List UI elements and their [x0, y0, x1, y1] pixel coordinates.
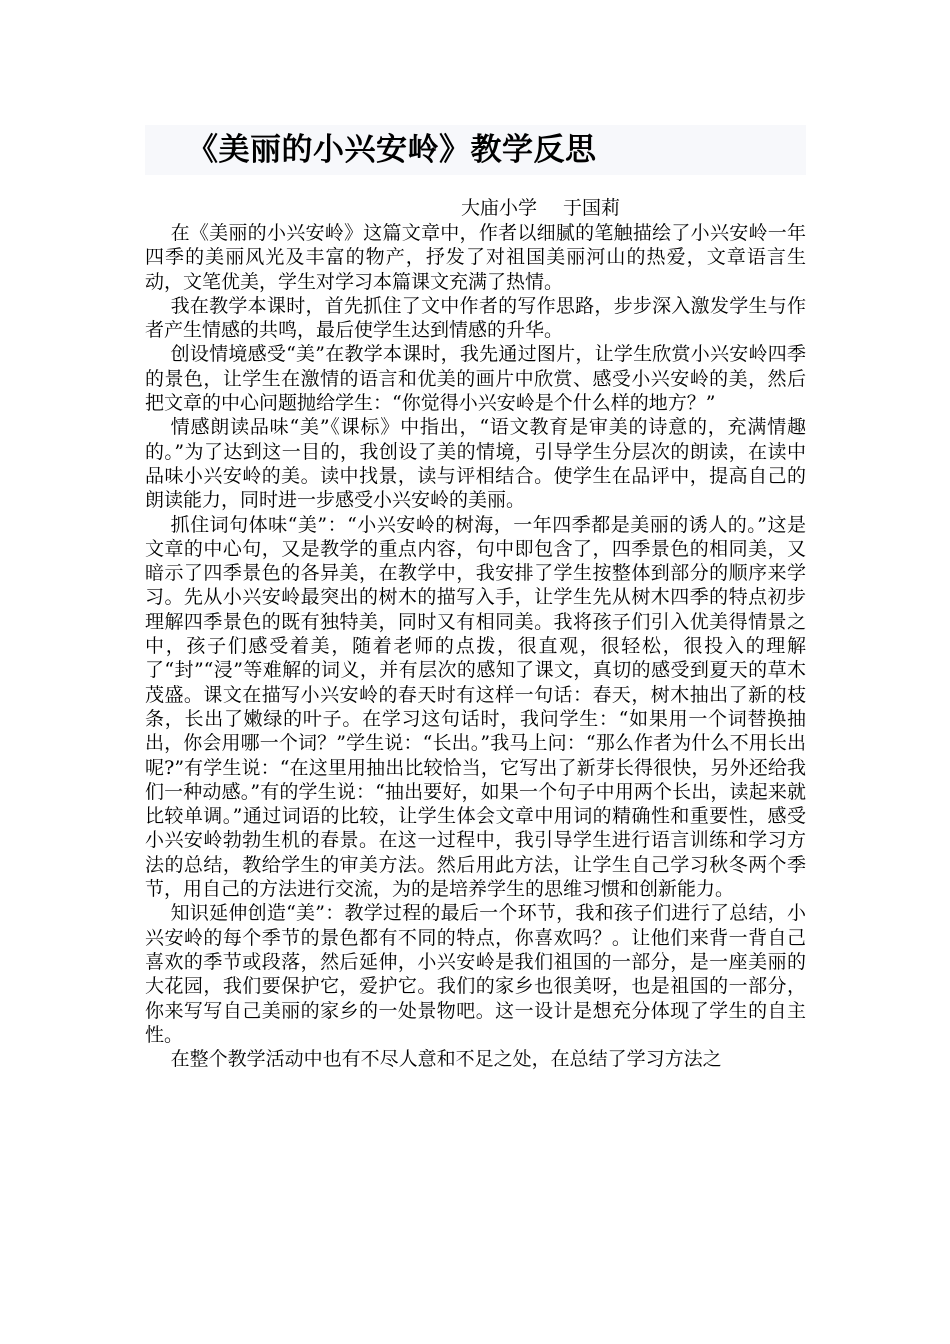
- school-name: 大庙小学: [461, 197, 538, 219]
- paragraph: 情感朗读品味“美”《课标》中指出，“语文教育是审美的诗意的，充满情趣的。”为了达到这一目的，我创设了美的情境，引导学生分层次的朗读，在读中品味小兴安岭的美。读中找景，读与评相结合。使学生在品评中，提高自己的朗读能力，同时进一步感受小兴安岭的美丽。: [145, 416, 806, 512]
- paragraph: 抓住词句体味“美”：“小兴安岭的树海，一年四季都是美丽的诱人的。”这是文章的中心句，又是教学的重点内容，句中即包含了，四季景色的相同美，又暗示了四季景色的各异美，在教学中，我安排了学生按整体到部分的顺序来学习。先从小兴安岭最突出的树木的描写入手，让学生先从树木四季的特点初步理解四季景色的既有独特美，同时又有相同美。我将孩子们引入优美得情景之中，孩子们感受着美，随着老师的点拨，很直观，很轻松，很投入的理解了“封”“浸”等难解的词义，并有层次的感知了课文，真切的感受到夏天的草木茂盛。课文在描写小兴安岭的春天时有这样一句话：春天，树木抽出了新的枝条，长出了嫩绿的叶子。在学习这句话时，我问学生：“如果用一个词替换抽出，你会用哪一个词？”学生说：“长出。”我马上问：“那么作者为什么不用长出呢?”有学生说：“在这里用抽出比较恰当，它写出了新芽长得很快，另外还给我们一种动感。”有的学生说：“抽出要好，如果一个句子中用两个长出，读起来就比较单调。”通过词语的比较，让学生体会文章中用词的精确性和重要性，感受小兴安岭勃勃生机的春景。在这一过程中，我引导学生进行语言训练和学习方法的总结，教给学生的审美方法。然后用此方法，让学生自己学习秋冬两个季节，用自己的方法进行交流，为的是培养学生的思维习惯和创新能力。: [145, 513, 806, 901]
- document-title: 《美丽的小兴安岭》教学反思: [187, 132, 597, 168]
- paragraph: 我在教学本课时，首先抓住了文中作者的写作思路，步步深入激发学生与作者产生情感的共鸣，最后使学生达到情感的升华。: [145, 294, 806, 342]
- paragraph: 在整个教学活动中也有不尽人意和不足之处，在总结了学习方法之: [170, 1048, 722, 1071]
- title-band: [145, 125, 806, 175]
- byline: [461, 196, 620, 220]
- paragraph: 知识延伸创造“美”：教学过程的最后一个环节，我和孩子们进行了总结，小兴安岭的每个季节的景色都有不同的特点，你喜欢吗？。让他们来背一背自己喜欢的季节或段落，然后延伸，小兴安岭是我们祖国的一部分，是一座美丽的大花园，我们要保护它，爱护它。我们的家乡也很美呀，也是祖国的一部分，你来写写自己美丽的家乡的一处景物吧。这一设计是想充分体现了学生的自主性。: [145, 902, 806, 1046]
- author-name: 于国莉: [563, 197, 621, 219]
- paragraph: 创设情境感受“美”在教学本课时，我先通过图片，让学生欣赏小兴安岭四季的景色，让学生在激情的语言和优美的画片中欣赏、感受小兴安岭的美，然后把文章的中心问题抛给学生：“你觉得小兴安岭是个什么样的地方？”: [145, 343, 806, 415]
- paragraph: 在《美丽的小兴安岭》这篇文章中，作者以细腻的笔触描绘了小兴安岭一年四季的美丽风光及丰富的物产，抒发了对祖国美丽河山的热爱，文章语言生动，文笔优美，学生对学习本篇课文充满了热情。: [145, 222, 806, 293]
- document-body: [145, 221, 806, 1071]
